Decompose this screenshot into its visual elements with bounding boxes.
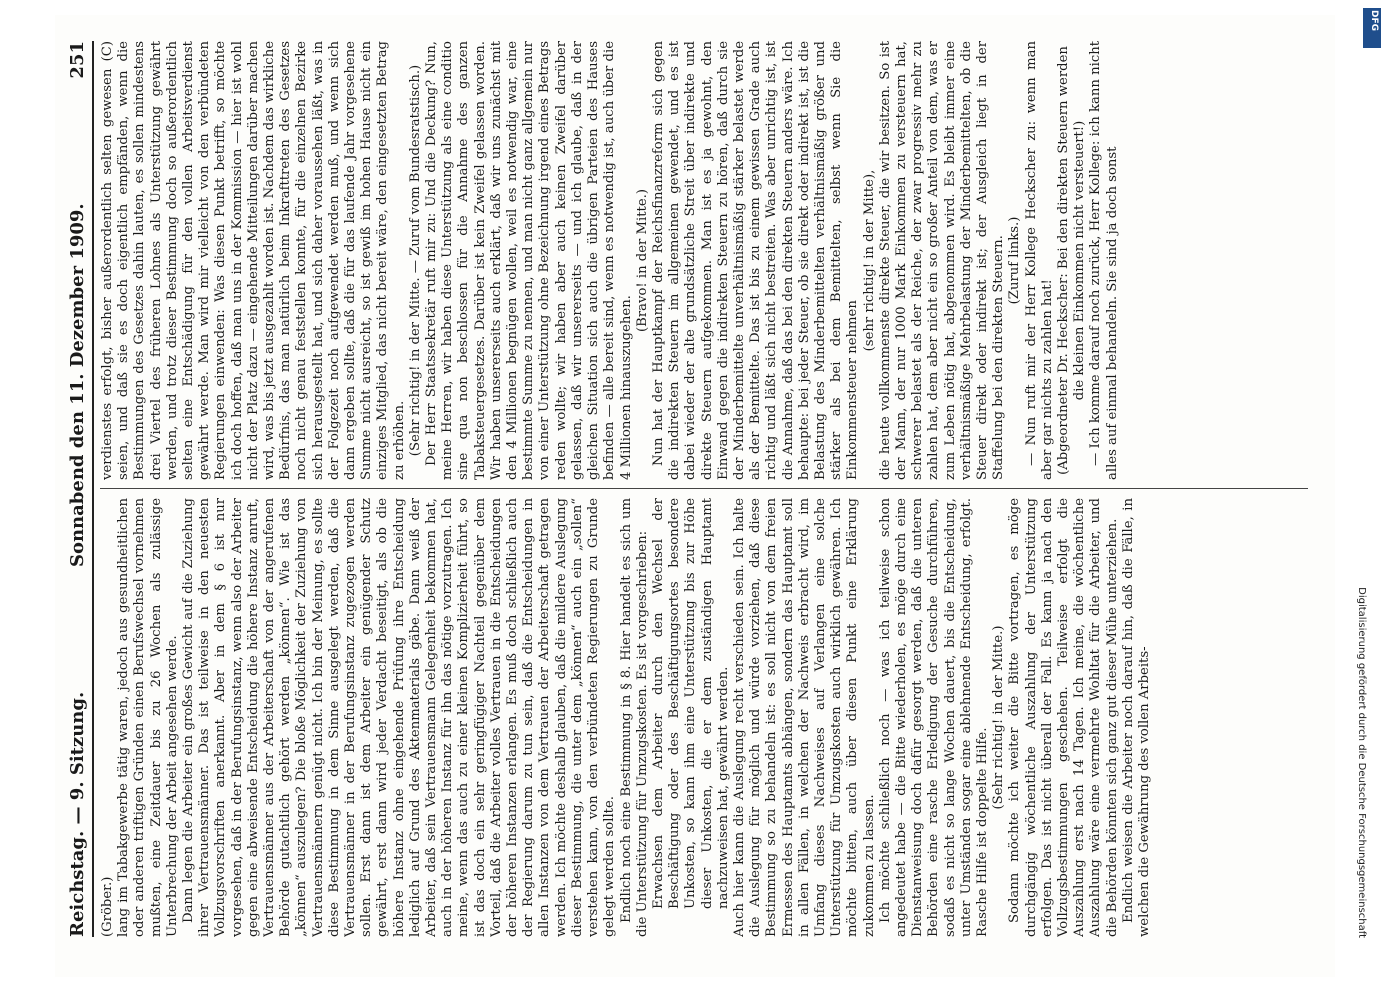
paragraph: (Bravo! in der Mitte.) — [634, 189, 650, 332]
paragraph: Der Herr Staatssekretär ruft mir zu: Und die Deckung? Nun, meine Herren, wir haben diese Unterstützung als eine conditio sine qua non beschlossen für die Annahme des ganzen Tabaksteuergesetzes. Darüber ist kein Zweifel gelassen worden. Wir haben unsererseits auch erklärt, daß wir uns zunächst mit den 4 Millionen begnügen wollen, weil es notwendig war, eine bestimmte Summe zu nennen, und man nicht ganz allgemein nur von einer Unterstützung ohne Bezeichnung irgend eines Betrags reden wollte; wir haben aber auch keinen Zweifel darüber gelassen, daß wir unsererseits — und ich glaube, daß in der gleichen Situation sich auch die übrigen Parteien des Hauses befinden — alle bereit sind, wenn es notwendig ist, auch über die 4 Millionen hinauszugehen. — [424, 41, 634, 480]
paragraph: (Sehr richtig! in der Mitte. — Zuruf vom Bundesratstisch.) — [407, 64, 423, 457]
dfg-logo — [1363, 8, 1381, 48]
header-date: Sonnabend den 11. Dezember 1909. — [67, 203, 88, 568]
page-header — [67, 41, 94, 937]
paragraph: lang im Tabakgewerbe tätig waren, jedoch aus gesundheitlichen oder anderen triftigen Gründen einen Berufswechsel vornehmen mußten, eine Zeitdauer bis zu 26 Wochen als zulässige Unterbrechung der Arbeit angesehen werde. — [116, 498, 180, 937]
paragraph: Auch hier kann die Auslegung recht verschieden sein. Ich halte die Auslegung für möglich und würde vorziehen, daß diese Bestimmung so zu behandeln ist: es soll nicht von dem freien Ermessen des Hauptamts abhängen, sondern das Hauptamt soll in allen Fällen, in welchen der Nachweis erbracht wird, im Umfang dieses Nachweises auf Verlangen eine solche Unterstützung für Umzugskosten auch wirklich gewähren. Ich möchte bitten, auch über diesen Punkt eine Erklärung zukommen zu lassen. — [731, 498, 877, 937]
attribution-strip — [1356, 8, 1377, 988]
paragraph: Nun hat der Hauptkampf der Reichsfinanzreform sich gegen die indirekten Steuern im allgemeinen gewendet, und es ist dabei wieder der alte grundsätzliche Streit über indirekte und direkte Steuern aufgekommen. Man ist es ja gewohnt, den Einwand gegen die indirekten Steuern zu hören, daß durch sie der Minderbemittelte unverhältnismäßig stärker belastet werde als der Bemittelte. Das ist bis zu einem gewissen Grade auch richtig und läßt sich nicht bestreiten. Was aber unrichtig ist, ist die Annahme, daß das bei den direkten Steuern anders wäre. Ich behaupte: bei jeder Steuer, ob sie direkt oder indirekt ist, ist die Belastung des Minderbemittelten verhältnismäßig größer und stärker als bei dem Bemittelten, selbst wenn Sie die Einkommensteuer nehmen — [650, 41, 861, 480]
column-divider — [100, 488, 1308, 489]
paragraph: die heute vollkommenste direkte Steuer, die wir besitzen. So ist der Mann, der nur 1000 Mark Einkommen zu versteuern hat, schwerer belastet als der Reiche, der zwar progressiv mehr zu zahlen hat, dem aber nicht ein so großer Anteil von dem, was er zum Leben nötig hat, abgenommen wird. Es bleibt immer eine verhältnismäßige Mehrbelastung der Minderbemittelten, ob die Steuer direkt oder indirekt ist; der Ausgleich liegt in der Staffelung bei den direkten Steuern. — [877, 41, 1007, 480]
paragraph: Dann legen die Arbeiter ein großes Gewicht auf die Zuziehung ihrer Vertrauensmänner. Das ist teilweise in den neuesten Vollzugsvorschriften anerkannt. Aber in dem § 6 ist nur vorgesehen, daß in der Berufungsinstanz, wenn also der Arbeiter gegen eine abweisende Entscheidung die höhere Instanz anruft, Vertrauensmänner aus der Arbeiterschaft von der angerufenen Behörde gutachtlich gehört werden „können“. Wie ist das „können“ auszulegen? Die bloße Möglichkeit der Zuziehung von Vertrauensmännern genügt nicht. Ich bin der Meinung, es sollte diese Bestimmung in dem Sinne ausgelegt werden, daß die Vertrauensmänner in der Berufungsinstanz zugezogen werden sollen. Erst dann ist dem Arbeiter ein genügender Schutz gewährt, erst dann wird jeder Verdacht beseitigt, als ob die höhere Instanz ohne eingehende Prüfung ihre Entscheidung lediglich auf Grund des Aktenmaterials gäbe. Dann weiß der Arbeiter, daß sein Vertrauensmann Gelegenheit bekommen hat, auch in der höheren Instanz für ihn das nötige vorzutragen. Ich meine, wenn das auch zu einer kleinen Komplizierheit führt, so ist das doch ein sehr geringfügiger Nachteil gegenüber dem Vorteil, daß die Arbeiter volles Vertrauen in die Entscheidungen der höheren Instanzen erlangen. Es muß doch schließlich auch der Regierung darum zu tun sein, daß die Entscheidungen in allen Instanzen von dem Vertrauen der Arbeiterschaft getragen werden. Ich möchte deshalb glauben, daß die mildere Auslegung dieser Bestimmung, die unter dem „können“ auch ein „sollen“ verstehen kann, von den verbündeten Regierungen zu Grunde gelegt werden sollte. — [181, 498, 618, 937]
paragraph: — Nun ruft mir der Herr Kollege Heckscher zu: wenn man aber gar nichts zu zahlen hat! — [1023, 41, 1055, 480]
paragraph: (Gröber.) — [100, 876, 115, 937]
dfg-logo-label: DFG — [1369, 10, 1379, 32]
paragraph: (sehr richtig! in der Mitte), — [861, 169, 877, 352]
paragraph: (Sehr richtig! in der Mitte.) — [991, 625, 1007, 810]
paragraph: (Abgeordneter Dr. Heckscher: Bei den direkten Steuern werden die kleinen Einkommen nicht versteuert!) — [1055, 46, 1088, 475]
paragraph: Endlich weisen die Arbeiter noch darauf hin, daß die Fälle, in welchen die Gewährung des vollen Arbeits- — [1120, 498, 1152, 937]
paragraph: verdienstes erfolgt, bisher außerordentlich selten gewesen (C) seien, und daß sie es doch eigentlich empfänden, wenn die Bestimmungen des Gesetzes dahin lauten, es sollen mindestens drei Viertel des früheren Lohnes als Unterstützung gewährt werden, und trotz dieser Bestimmung doch so außerordentlich selten eine Entschädigung für den vollen Arbeitsverdienst gewährt werde. Man wird mir vielleicht von den verbündeten Regierungen einwenden: Was diesen Punkt betrifft, so möchte ich doch hoffen, daß man uns in der Kommission — hier ist wohl nicht der Platz dazu — eingehende Mitteilungen darüber machen wird, was bis jetzt ausgezahlt worden ist. Nachdem das wirkliche Bedürfnis, das man natürlich beim Inkrafttreten des Gesetzes noch nicht genau feststellen konnte, für die einzelnen Bezirke sich herausgestellt hat, und sich daher voraussehen läßt, was in der Folgezeit noch aufgewendet werden muß, und wenn sich dann ergeben sollte, daß die für das laufende Jahr vorgesehene Summe nicht ausreicht, so ist gewiß im hohen Hause nicht ein einziges Mitglied, das nicht bereit wäre, den eingesetzten Betrag zu erhöhen. — [100, 41, 407, 480]
paragraph: Sodann möchte ich weiter die Bitte vortragen, es möge durchgängig wöchentliche Auszahlung der Unterstützung erfolgen. Das ist nicht überall der Fall. Es kann ja nach den Vollzugsbestimmungen geschehen. Teilweise erfolgt die Auszahlung erst nach 14 Tagen. Ich meine, die wöchentliche Auszahlung wäre eine vermehrte Wohltat für die Arbeiter, und die Behörden könnten sich ganz gut dieser Mühe unterziehen. — [1007, 498, 1120, 937]
paragraph: — Ich komme darauf noch zurück, Herr Kollege: ich kann nicht alles auf einmal behandeln. Sie sind ja doch sonst — [1088, 41, 1120, 480]
paragraph: Erwachsen dem Arbeiter durch den Wechsel der Beschäftigung oder des Beschäftigungsortes besondere Unkosten, so kann ihm eine Unterstützung bis zur Höhe dieser Unkosten, die er dem zuständigen Hauptamt nachzuweisen hat, gewährt werden. — [650, 498, 731, 909]
left-column — [100, 498, 1308, 937]
header-left: Reichstag. — 9. Sitzung. — [67, 691, 88, 937]
paragraph: Endlich noch eine Bestimmung in § 8. Hier handelt es sich um die Unterstützung für Umzugskosten. Es ist vorgeschrieben: — [618, 498, 650, 937]
right-column — [100, 41, 1308, 480]
paragraph: Ich möchte schließlich noch — was ich teilweise schon angedeutet habe — die Bitte wiederholen, es möge durch eine Dienstanweisung doch dafür gesorgt werden, daß die unteren Behörden eine rasche Erledigung der Gesuche durchführen, sodaß es nicht so lange Wochen dauert, bis die Entscheidung, unter Umständen sogar eine ablehnende Entscheidung, erfolgt. Rasche Hilfe ist doppelte Hilfe. — [877, 498, 990, 937]
text-columns — [100, 41, 1308, 937]
scanned-page — [55, 15, 1335, 977]
page-number: 251 — [67, 41, 88, 79]
paragraph: (Zuruf links.) — [1007, 216, 1023, 305]
page-content-rotated — [55, 15, 1335, 977]
attribution-text: Digitalisierung gefördert durch die Deutsche Forschungsgemeinschaft — [1356, 587, 1367, 938]
